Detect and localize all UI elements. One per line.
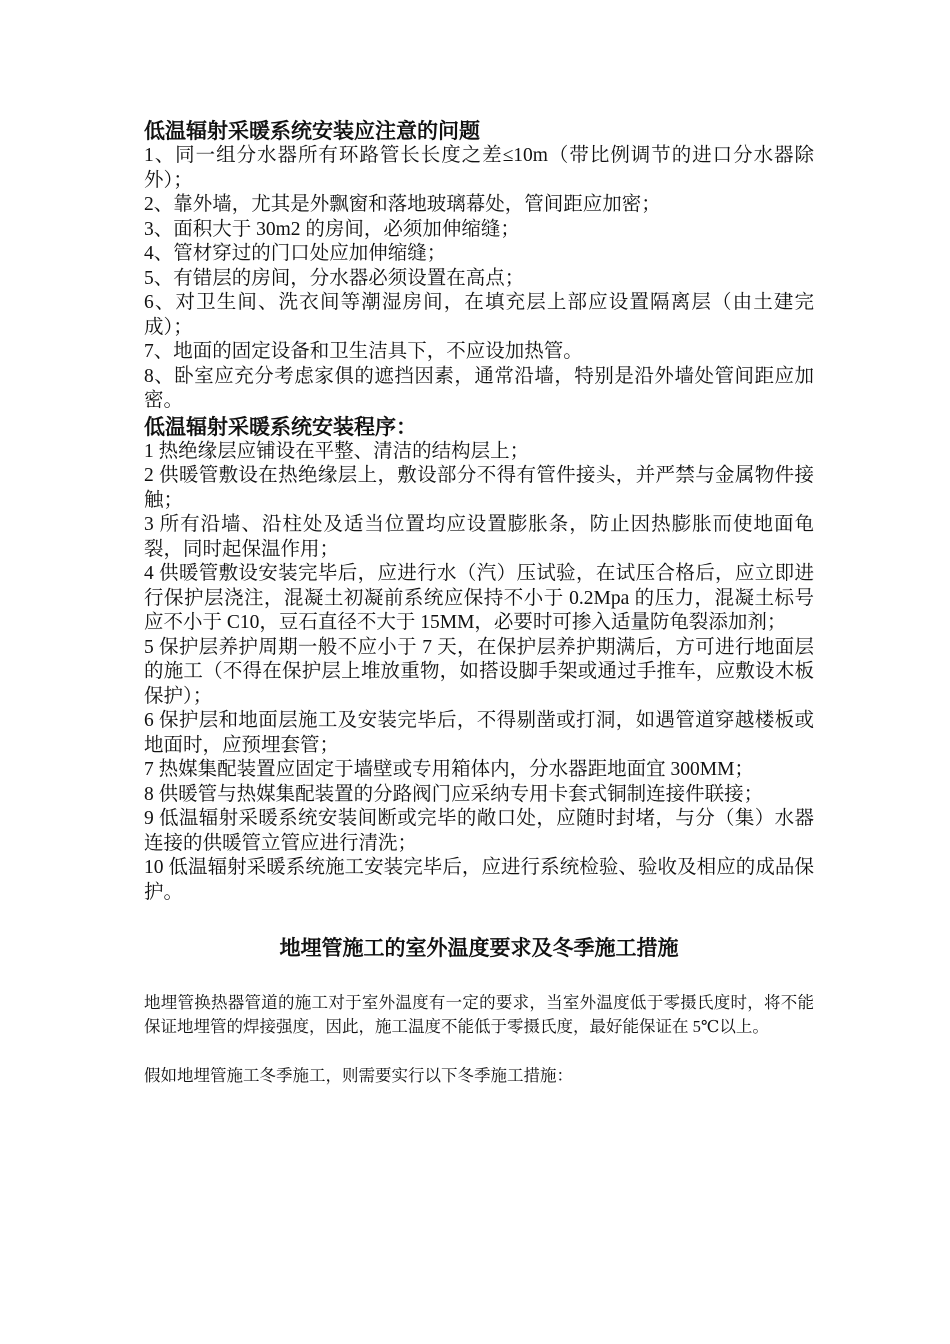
- section2-item-3: 3 所有沿墙、沿柱处及适当位置均应设置膨胀条，防止因热膨胀而使地面龟裂，同时起保温作用；: [144, 514, 814, 560]
- section2-item-10: 10 低温辐射采暖系统施工安装完毕后，应进行系统检验、验收及相应的成品保护。: [144, 857, 814, 903]
- section3-paragraph-2: 假如地埋管施工冬季施工，则需要实行以下冬季施工措施：: [144, 1066, 573, 1085]
- section2-item-7: 7 热媒集配装置应固定于墙壁或专用箱体内，分水器距地面宜 300MM；: [144, 759, 754, 780]
- section1-heading: 低温辐射采暖系统安装应注意的问题: [144, 119, 480, 143]
- document-page: [144, 118, 814, 1088]
- section3-title: 地埋管施工的室外温度要求及冬季施工措施: [279, 936, 679, 960]
- section2-item-4: 4 供暖管敷设安装完毕后，应进行水（汽）压试验，在试压合格后，应立即进行保护层浇注，混凝土初凝前系统应保持不小于 0.2Mpa 的压力，混凝土标号应不小于 C10，豆石直径不大于 15MM，必要时可掺入适量防龟裂添加剂；: [144, 563, 814, 633]
- section2-item-8: 8 供暖管与热媒集配装置的分路阀门应采纳专用卡套式铜制连接件联接；: [144, 783, 764, 805]
- section2-item-1: 1 热绝缘层应铺设在平整、清洁的结构层上；: [144, 440, 530, 462]
- section1-item-7: 7、地面的固定设备和卫生洁具下，不应设加热管。: [144, 341, 583, 362]
- section1-item-6: 6、对卫生间、洗衣间等潮湿房间，在填充层上部应设置隔离层（由土建完成）；: [144, 292, 814, 338]
- section1-item-5: 5、有错层的房间，分水器必须设置在高点；: [144, 267, 525, 289]
- section2-item-9: 9 低温辐射采暖系统安装间断或完毕的敞口处，应随时封堵，与分（集）水器连接的供暖管立管应进行清洗；: [144, 808, 814, 854]
- section3-paragraph-1: 地埋管换热器管道的施工对于室外温度有一定的要求，当室外温度低于零摄氏度时，将不能保证地埋管的焊接强度，因此，施工温度不能低于零摄氏度，最好能保证在 5℃以上。: [144, 993, 814, 1036]
- section2-item-2: 2 供暖管敷设在热绝缘层上，敷设部分不得有管件接头，并严禁与金属物件接触；: [144, 465, 814, 511]
- section2-item-5: 5 保护层养护周期一般不应小于 7 天，在保护层养护期满后，方可进行地面层的施工（不得在保护层上堆放重物，如搭设脚手架或通过手推车，应敷设木板保护）；: [144, 636, 814, 707]
- section1-item-1: 1、同一组分水器所有环路管长长度之差≤10m（带比例调节的进口分水器除外）；: [144, 145, 814, 191]
- section1-item-3: 3、面积大于 30m2 的房间，必须加伸缩缝；: [144, 218, 520, 240]
- section1-item-2: 2、靠外墙，尤其是外飘窗和落地玻璃幕处，管间距应加密；: [144, 194, 661, 215]
- section2-item-6: 6 保护层和地面层施工及安装完毕后，不得剔凿或打洞，如遇管道穿越楼板或地面时，应预埋套管；: [144, 710, 814, 756]
- section2-heading: 低温辐射采暖系统安装程序：: [144, 414, 417, 439]
- section1-item-4: 4、管材穿过的门口处应加伸缩缝；: [144, 243, 447, 264]
- section1-item-8: 8、卧室应充分考虑家俱的遮挡因素，通常沿墙，特别是沿外墙处管间距应加密。: [144, 365, 814, 411]
